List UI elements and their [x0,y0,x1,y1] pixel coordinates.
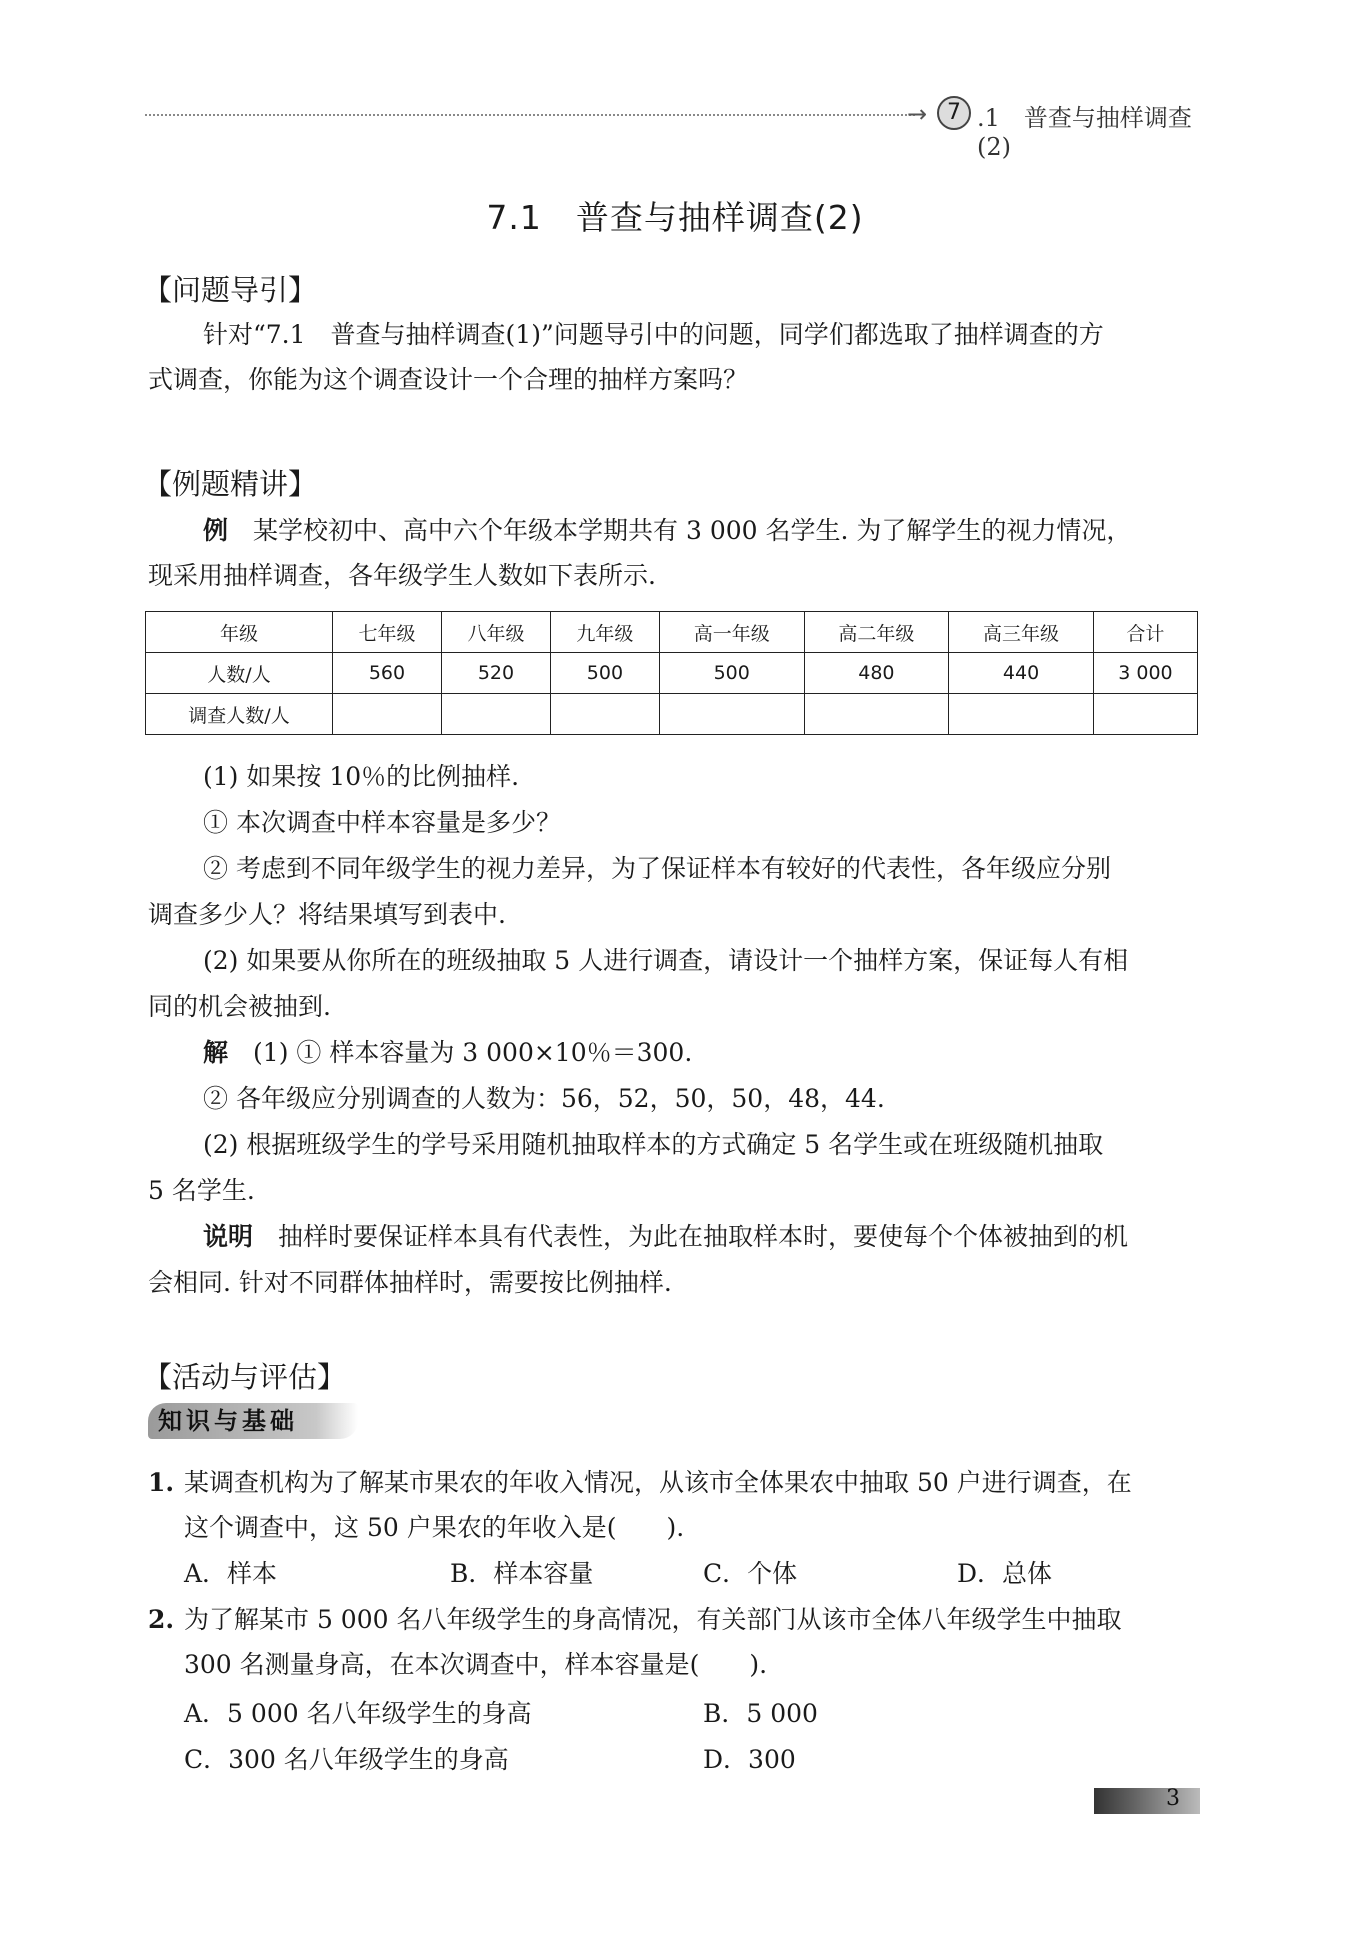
question-number: 1. [148,1468,175,1497]
running-header [145,96,1200,161]
question-1-line-2: 这个调查中，这 50 户果农的年收入是( ). [184,1513,685,1542]
solution-line-1 [148,1030,1200,1076]
knowledge-badge: 知识与基础 [148,1403,358,1439]
q1-option-a: A．样本 [184,1559,278,1588]
example-part-2-b: 同的机会被抽到. [148,992,331,1021]
solution-text-1: (1) ① 样本容量为 3 000×10％＝300. [253,1038,693,1067]
example-line-2: 现采用抽样调查，各年级学生人数如下表所示. [148,561,656,590]
table-cell: 八年级 [441,612,550,653]
example-part-1-q2-a: ② 考虑到不同年级学生的视力差异，为了保证样本有较好的代表性，各年级应分别 [203,854,1111,883]
example-text-1: 某学校初中、高中六个年级本学期共有 3 000 名学生. 为了解学生的视力情况， [253,516,1132,545]
guide-line-2: 式调查，你能为这个调查设计一个合理的抽样方案吗？ [148,365,749,394]
table-cell: 高三年级 [949,612,1094,653]
q1-option-c: C．个体 [703,1559,798,1588]
question-1 [148,1460,1200,1550]
table-cell-blank [333,694,442,735]
table-cell: 520 [441,653,550,694]
section-heading-example: 【例题精讲】 [143,467,318,501]
section-heading-activity: 【活动与评估】 [143,1360,347,1394]
section-heading-guide: 【问题导引】 [143,273,318,307]
question-text: 某调查机构为了解某市果农的年收入情况，从该市全体果农中抽取 50 户进行调查，在 [184,1468,1132,1497]
example-line-1 [148,508,1200,553]
table-cell-blank [441,694,550,735]
table-cell: 高二年级 [804,612,949,653]
note-label: 说明 [203,1222,254,1251]
arrow-icon: → [907,100,928,128]
table-cell: 500 [659,653,804,694]
table-cell: 440 [949,653,1094,694]
table-cell: 480 [804,653,949,694]
question-1-line-1 [148,1460,1200,1505]
dotted-leader-line [145,114,915,116]
page-title: 7.1 普查与抽样调查(2) [486,198,864,237]
guide-line-1: 针对“7.1 普查与抽样调查(1)”问题导引中的问题，同学们都选取了抽样调查的方 [203,320,1104,349]
page-number-bar [1094,1788,1200,1814]
table-cell-blank [659,694,804,735]
q2-option-c: C．300 名八年级学生的身高 [184,1745,509,1774]
example-part-1: (1) 如果按 10％的比例抽样. [203,762,520,791]
page-number: 3 [1166,1786,1180,1811]
table-cell: 500 [550,653,659,694]
example-label: 例 [203,516,229,545]
solution-line-3a: (2) 根据班级学生的学号采用随机抽取样本的方式确定 5 名学生或在班级随机抽取 [203,1130,1104,1159]
solution-line-2: ② 各年级应分别调查的人数为：56，52，50，50，48，44. [203,1084,885,1113]
note-line-2: 会相同. 针对不同群体抽样时，需要按比例抽样. [148,1268,672,1297]
table-cell: 人数/人 [146,653,333,694]
table-cell: 560 [333,653,442,694]
table-cell-blank [949,694,1094,735]
solution-line-3b: 5 名学生. [148,1176,255,1205]
table-cell: 高一年级 [659,612,804,653]
table-cell-blank [1093,694,1197,735]
q2-option-b: B．5 000 [703,1699,818,1728]
table-cell: 年级 [146,612,333,653]
q1-option-b: B．样本容量 [450,1559,594,1588]
table-row [146,653,1198,694]
example-part-1-q2-b: 调查多少人？将结果填写到表中. [148,900,506,929]
q1-option-d: D．总体 [957,1559,1053,1588]
table-cell: 合计 [1093,612,1197,653]
example-body [148,754,1200,1306]
table-row [146,694,1198,735]
table-cell: 3 000 [1093,653,1197,694]
note-line-1 [148,1214,1200,1260]
question-2-line-1 [148,1597,1200,1642]
q2-option-d: D．300 [703,1745,796,1774]
example-part-2-a: (2) 如果要从你所在的班级抽取 5 人进行调查，请设计一个抽样方案，保证每人有相 [203,946,1129,975]
example-intro [148,508,1200,598]
question-2 [148,1597,1200,1687]
table-cell: 调查人数/人 [146,694,333,735]
table-cell: 七年级 [333,612,442,653]
solution-label: 解 [203,1038,229,1067]
question-text: 为了解某市 5 000 名八年级学生的身高情况，有关部门从该市全体八年级学生中抽取 [184,1605,1122,1634]
grade-table [145,611,1198,735]
table-cell-blank [550,694,659,735]
table-header-row [146,612,1198,653]
question-2-line-2: 300 名测量身高，在本次调查中，样本容量是( ). [184,1650,768,1679]
running-header-text: .1 普查与抽样调查(2) [977,104,1192,161]
chapter-circle: 7 [937,96,971,130]
guide-paragraph [148,312,1200,402]
example-part-1-q1: ① 本次调查中样本容量是多少？ [203,808,561,837]
note-text-1: 抽样时要保证样本具有代表性，为此在抽取样本时，要使每个个体被抽到的机 [278,1222,1129,1251]
question-number: 2. [148,1605,175,1634]
q2-option-a: A．5 000 名八年级学生的身高 [184,1699,532,1728]
table-cell: 九年级 [550,612,659,653]
table-cell-blank [804,694,949,735]
